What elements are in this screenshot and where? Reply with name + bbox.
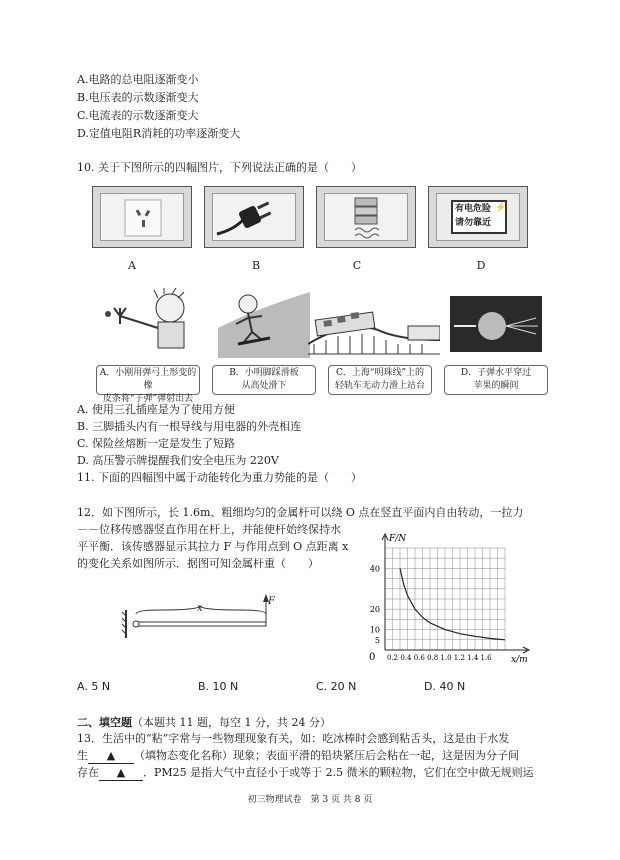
q11-caption-d-line1: D．子弹水平穿过 (460, 368, 532, 378)
chart-y-ticks (370, 564, 380, 644)
chart-y-tick-label: 20 (369, 605, 380, 615)
q11-caption-c-line2: 轻轨车无动力滑上站台 (334, 381, 425, 391)
slingshot-boy-image (100, 288, 210, 356)
q10-picture-b (204, 186, 304, 248)
chart-y-tick-label: 5 (374, 635, 380, 645)
q10-option-b: B. 三脚插头内有一根导线与用电器的外壳相连 (77, 420, 302, 433)
chart-y-tick-label: 10 (369, 625, 380, 635)
page-footer: 初三物理试卷 第 3 页 共 8 页 (247, 795, 373, 805)
q11-caption-a-line2: 皮条将“子弹”弹射出去 (102, 394, 194, 404)
chart-y-axis-label: F/N (389, 534, 407, 544)
pivot-point (133, 621, 139, 627)
q13-line3-rest: ．PM25 是指大气中直径小于或等于 2.5 微米的颗粒物，它们在空中做无规则运 (143, 766, 534, 779)
section-heading-title: 二、填空题 (77, 716, 132, 729)
q10-label-a: A (128, 259, 136, 272)
q10-option-a: A. 使用三孔插座是为了使用方便 (77, 403, 235, 416)
q10-stem: 10. 关于下图所示的四幅图片，下列说法正确的是（ ） (77, 161, 362, 174)
q11-caption-b (212, 365, 316, 395)
chart-x-tick-labels: 0.2 0.4 0.6 0.8 1.0 1.2 1.4 1.6 (387, 654, 492, 662)
lightning-icon: ⚡ (495, 203, 507, 213)
bullet-apple-image (450, 296, 542, 352)
socket-icon (101, 194, 185, 242)
q13-blank-1[interactable]: ▲ (88, 749, 134, 764)
q9-option-b: B.电压表的示数逐渐变大 (77, 91, 199, 104)
q11-caption-c-line1: C．上海“明珠线”上的 (335, 368, 425, 378)
q11-caption-a-line1: A．小刚用弹弓上形变的橡 (99, 368, 197, 391)
chart-origin-label: 0 (369, 652, 376, 663)
force-distance-chart (355, 530, 540, 670)
section-heading (77, 716, 331, 730)
q12-option-a: A. 5 N (77, 680, 111, 693)
q12-option-d: D. 40 N (424, 680, 466, 693)
q10-label-b: B (251, 259, 261, 272)
q10-label-d: D (476, 259, 486, 272)
q12-option-c: C. 20 N (316, 680, 357, 693)
warning-sign-line2: 请勿靠近 (455, 218, 492, 228)
chart-grid (385, 548, 505, 650)
q10-option-d: D. 高压警示牌提醒我们安全电压为 220V (77, 454, 279, 467)
q11-caption-c (328, 365, 432, 395)
q13-line2 (77, 749, 519, 764)
q10-label-c: C (352, 259, 362, 272)
q13-line1: 13．生活中的“粘”字常与一些物理现象有关，如：吃冰棒时会感到粘舌头，这是由于水发 (77, 732, 510, 745)
chart-y-tick-label: 40 (369, 564, 380, 574)
q12-line4: 的变化关系如图所示．据图可知金属杆重（ ） (77, 557, 319, 570)
skateboard-boy-image (218, 288, 310, 358)
q9-option-a: A.电路的总电阻逐渐变小 (77, 73, 199, 86)
q10-picture-c (316, 186, 416, 248)
q12-line2: －－位移传感器竖直作用在杆上，并能使杆始终保持水 (77, 523, 341, 536)
lever-x-label: x (197, 603, 203, 614)
q9-option-c: C.电流表的示数逐渐变大 (77, 109, 199, 122)
plug-icon (213, 194, 297, 242)
chart-axes (382, 534, 529, 653)
q11-stem: 11. 下面的四幅图中属于动能转化为重力势能的是（ ） (77, 471, 362, 484)
q12-option-b: B. 10 N (198, 680, 239, 693)
fuse-icon (325, 194, 409, 242)
q13-line3 (77, 766, 534, 781)
q10-option-c: C. 保险丝熔断一定是发生了短路 (77, 437, 236, 450)
q9-option-d: D.定值电阻R消耗的功率逐渐变大 (77, 127, 241, 140)
q12-line3: 平平衡．该传感器显示其拉力 F 与作用点到 O 点距离 x (77, 540, 349, 553)
warning-sign-line1: 有电危险 (455, 204, 492, 214)
warning-sign (451, 200, 507, 234)
q13-line3-start: 存在 (77, 766, 99, 779)
lever-f-label: F (268, 596, 275, 607)
q10-picture-d (428, 186, 528, 248)
q13-line2-start: 生 (77, 749, 88, 762)
q13-blank-2[interactable]: ▲ (99, 766, 143, 781)
section-heading-note: （本题共 11 题，每空 1 分，共 24 分） (132, 716, 331, 729)
q11-caption-b-line2: 从高处滑下 (241, 381, 287, 391)
q12-line1: 12．如下图所示，长 1.6m、粗细均匀的金属杆可以绕 O 点在竖直平面内自由转动，一拉力 (77, 506, 524, 519)
lever-figure (120, 590, 290, 650)
q10-picture-a (92, 186, 192, 248)
q11-caption-a (96, 365, 200, 404)
q13-line2-rest: （填物态变化名称）现象；表面平滑的铅块紧压后会粘在一起，这是因为分子间 (134, 749, 519, 762)
q11-caption-d (444, 365, 548, 395)
q11-caption-b-line1: B．小明脚踩滑板 (229, 368, 299, 378)
q11-caption-d-line2: 苹果的瞬间 (473, 381, 519, 391)
light-rail-train-image (308, 296, 440, 356)
metal-rod (134, 622, 266, 626)
chart-x-axis-label: x/m (511, 655, 528, 665)
